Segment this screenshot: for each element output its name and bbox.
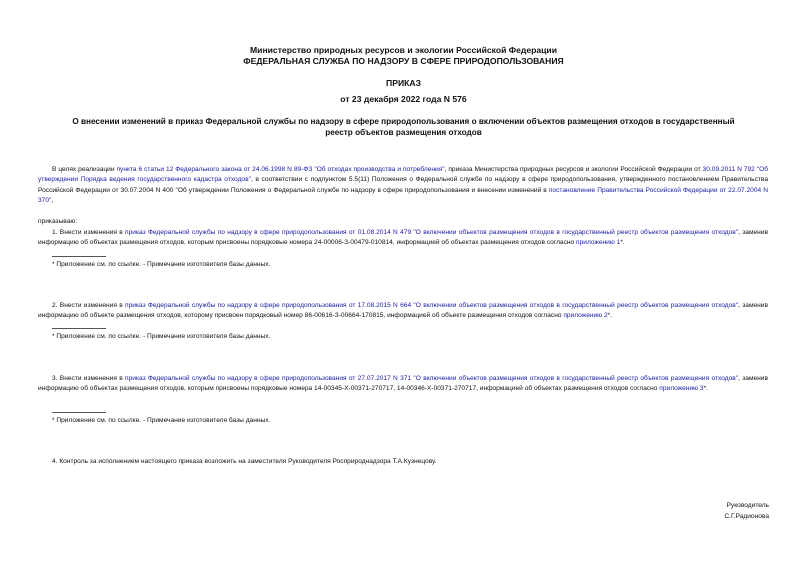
doc-title-line2: реестр объектов размещения отходов (325, 128, 482, 137)
preamble-text-3: , в соответствии с подпунктом 5.5(11) Положения о Федеральной службе по надзору в сфере природопользования, утвержденного постановлением Правительства Российской Федерации от 30.07.2004 N 400 "Об утверждении Положения о Федеральной службе по надзору в сфере природопользования и внесении изменений в (38, 176, 768, 194)
preamble-paragraph (38, 165, 768, 207)
footnote-2: * Приложение см. по ссылке. - Примечание изготовителя базы данных. (52, 333, 271, 340)
doc-type: ПРИКАЗ (386, 78, 421, 88)
link-law-89fz[interactable]: пункта 6 статьи 12 Федерального закона от 24.06.1998 N 89-ФЗ "Об отходах производства и потребления" (116, 166, 445, 173)
item-1-text-1: 1. Внести изменения в (52, 229, 126, 236)
ministry-name: Министерство природных ресурсов и экологии Российской Федерации (250, 45, 557, 55)
preamble-text-2: , приказа Министерства природных ресурсов и экологии Российской Федерации от (444, 166, 703, 173)
link-order-664[interactable]: приказ Федеральной службы по надзору в сфере природопользования от 17.08.2015 N 664 "О включении объектов размещения отходов в государственный реестр объектов размещения отходов" (125, 302, 739, 309)
item-2-text-2: , заменив информацию об объекте размещения отходов, которому присвоен порядковый номер 86-00616-З-00664-170815, информацией об объекте размещения отходов согласно (38, 302, 768, 320)
item-2-text-3: *. (607, 312, 613, 320)
link-appendix-2[interactable]: приложению 2 (563, 312, 608, 320)
footnote-separator-2 (52, 328, 106, 329)
item-1-text-3: *. (620, 239, 625, 247)
signature-role: Руководитель (726, 502, 769, 509)
item-3-text-3: *. (703, 385, 708, 393)
item-1-text-2: , заменив информацию об объектах размещения отходов, которым присвоены порядковые номера 24-00006-З-00479-010814, информацией об объектах размещения отходов согласно (38, 229, 768, 247)
link-order-479[interactable]: приказ Федеральной службы по надзору в сфере природопользования от 01.08.2014 N 479 "О включении объектов размещения отходов в государственный реестр объектов размещения отходов" (125, 229, 739, 236)
service-name: ФЕДЕРАЛЬНАЯ СЛУЖБА ПО НАДЗОРУ В СФЕРЕ ПРИРОДОПОЛЬЗОВАНИЯ (243, 56, 564, 66)
item-2-text-1: 2. Внести изменения в (52, 302, 126, 309)
preamble-text-1: В целях реализации (52, 166, 117, 173)
footnote-separator-1 (52, 256, 106, 257)
link-appendix-1[interactable]: приложению 1 (576, 239, 621, 247)
doc-title-line1: О внесении изменений в приказ Федеральной службы по надзору в сфере природопользования о включении объектов размещения отходов в государственный (72, 117, 735, 126)
item-3-text-1: 3. Внести изменения в (52, 375, 126, 382)
link-appendix-3[interactable]: приложению 3 (659, 385, 704, 393)
link-order-792[interactable]: 30.09.2011 N 792 "Об утверждении Порядка ведения государственного кадастра отходов" (38, 166, 768, 184)
footnote-1: * Приложение см. по ссылке. - Примечание изготовителя базы данных. (52, 261, 271, 268)
footnote-3: * Приложение см. по ссылке. - Примечание изготовителя базы данных. (52, 417, 271, 424)
signature-name: С.Г.Радионова (724, 513, 769, 520)
item-4-paragraph: 4. Контроль за исполнением настоящего приказа возложить на заместителя Руководителя Росприроднадзора Т.А.Кузнецову. (52, 458, 437, 465)
link-order-371[interactable]: приказ Федеральной службы по надзору в сфере природопользования от 27.07.2017 N 371 "О включении объектов размещения отходов в государственный реестр объектов размещения отходов" (125, 375, 739, 382)
item-1-paragraph (38, 228, 768, 249)
preamble-text-4: , (51, 197, 54, 205)
item-3-text-2: , заменив информацию об объектах размещения отходов, которым присвоены порядковые номера 14-00345-Х-00371-270717, 14-00346-Х-00371-270717, информацией об объектах размещения отходов согласно (38, 375, 768, 393)
item-2-paragraph (38, 301, 768, 322)
item-3-paragraph (38, 374, 768, 395)
orders-label: приказываю: (38, 218, 78, 225)
footnote-separator-3 (52, 412, 106, 413)
link-resolution-370[interactable]: постановление Правительства Российской Федерации от 22.07.2004 N 370" (38, 186, 768, 205)
doc-date: от 23 декабря 2022 года N 576 (340, 94, 467, 104)
